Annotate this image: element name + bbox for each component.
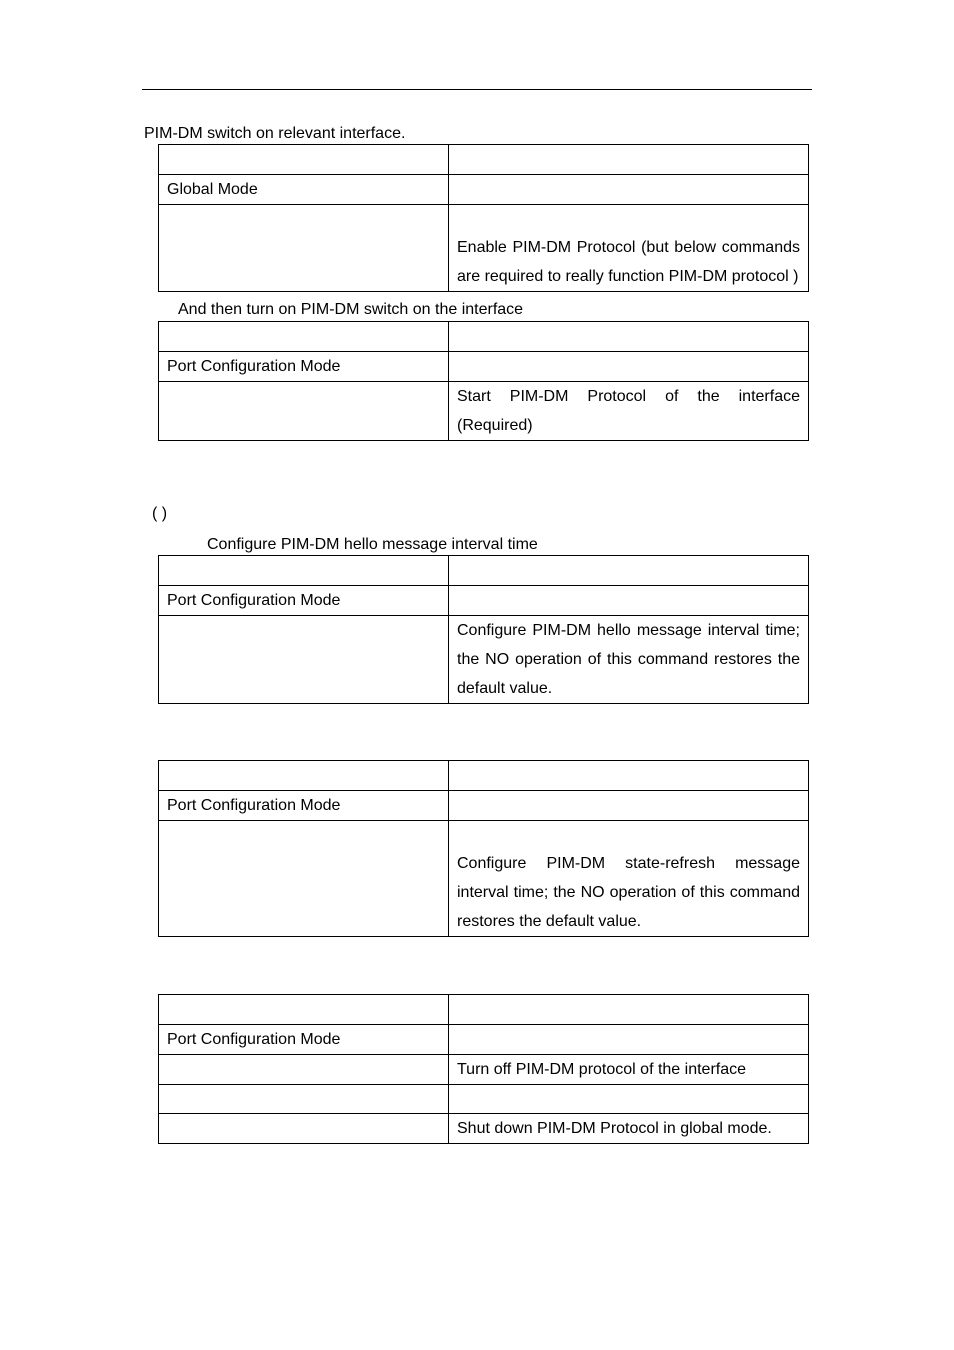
table-row [159,791,809,821]
table-cell [449,1085,809,1114]
table-row [159,175,809,205]
mode-cell: Port Configuration Mode [159,791,449,821]
table-cell [449,791,809,821]
table-hello-interval [158,555,809,704]
mode-cell: Global Mode [159,175,449,205]
mode-cell: Port Configuration Mode [159,352,449,382]
table-cell [449,175,809,205]
table-cell [159,995,449,1025]
table-state-refresh [158,760,809,937]
table-row [159,1055,809,1085]
description-cell: Configure PIM-DM hello message interval time; the NO operation of this command restores the default value. [449,616,809,704]
section-marker: ( ) [152,505,168,522]
table-cell [159,322,449,352]
table-row [159,761,809,791]
table-cell [449,1025,809,1055]
mode-cell: Port Configuration Mode [159,586,449,616]
table-cell [449,995,809,1025]
table-cell [159,382,449,441]
mode-cell: Port Configuration Mode [159,1025,449,1055]
table-row [159,1025,809,1055]
table-cell [159,1055,449,1085]
description-cell: Shut down PIM-DM Protocol in global mode. [449,1114,809,1144]
table-cell [449,145,809,175]
table-cell [159,1114,449,1144]
table-cell [449,556,809,586]
table-enable-interface [158,321,809,441]
table-row [159,995,809,1025]
table-row [159,586,809,616]
description-cell: Configure PIM-DM state-refresh message interval time; the NO operation of this command restores the default value. [449,821,809,937]
table-row [159,352,809,382]
intro-text: PIM-DM switch on relevant interface. [144,125,406,142]
description-cell: Start PIM-DM Protocol of the interface (Required) [449,382,809,441]
table-row [159,556,809,586]
table-row [159,145,809,175]
table-row [159,382,809,441]
table-cell [159,205,449,292]
interface-text: And then turn on PIM-DM switch on the interface [178,301,524,318]
table-cell [449,761,809,791]
description-cell: Enable PIM-DM Protocol (but below commands are required to really function PIM-DM protocol ) [449,205,809,292]
table-cell [159,1085,449,1114]
table-cell [449,586,809,616]
table-disable-pim-dm [158,994,809,1144]
table-cell [159,821,449,937]
table-cell [449,352,809,382]
table-cell [159,145,449,175]
hello-interval-text: Configure PIM-DM hello message interval time [207,536,538,553]
table-row [159,205,809,292]
table-row [159,1114,809,1144]
header-rule [142,89,812,90]
table-cell [449,322,809,352]
table-cell [159,761,449,791]
table-enable-global [158,144,809,292]
table-row [159,1085,809,1114]
table-row [159,821,809,937]
table-row [159,322,809,352]
description-cell: Turn off PIM-DM protocol of the interface [449,1055,809,1085]
table-cell [159,616,449,704]
table-cell [159,556,449,586]
table-row [159,616,809,704]
